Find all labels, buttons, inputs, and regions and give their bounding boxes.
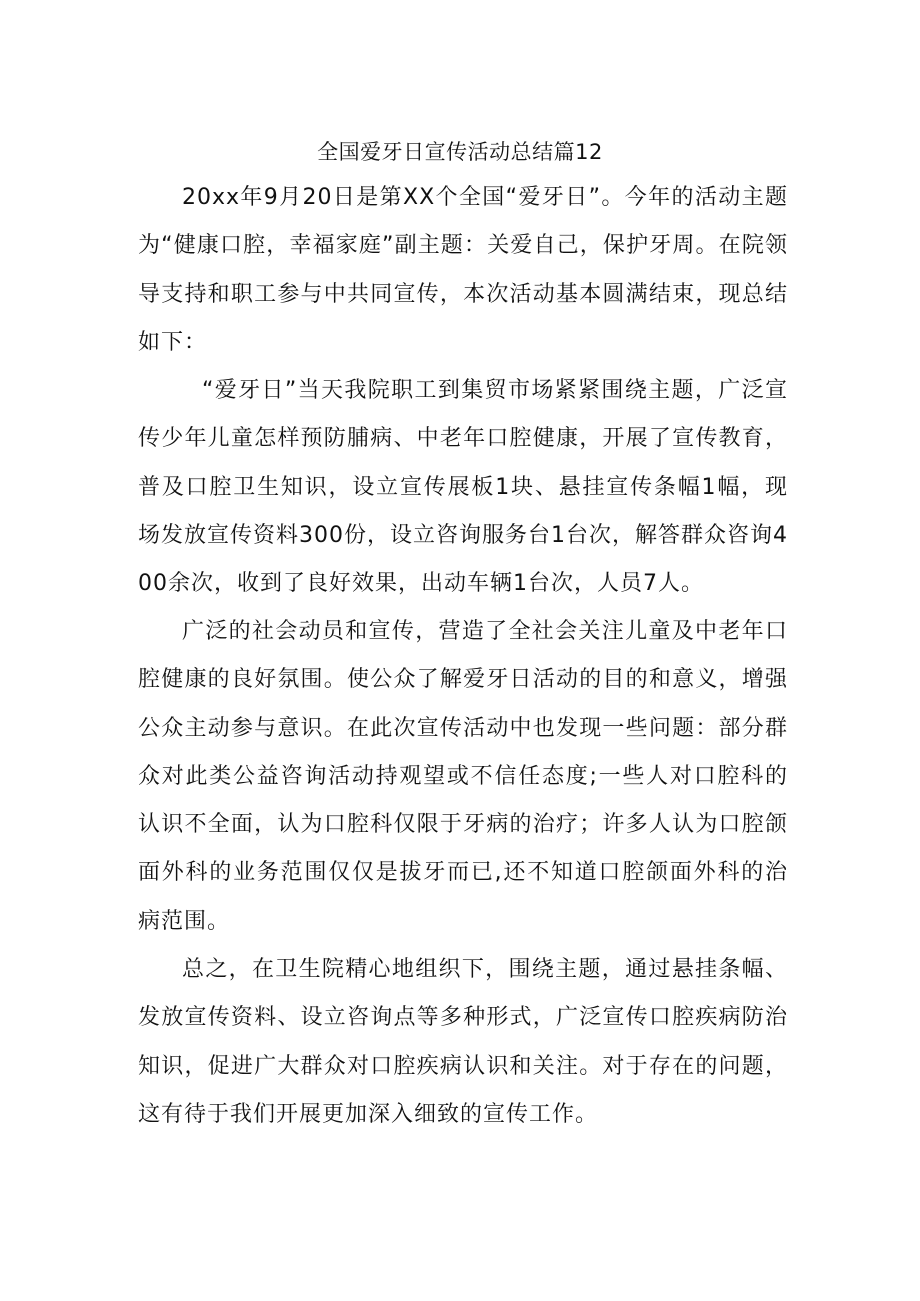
paragraph-intro: 20xx年9月20日是第XX个全国“爱牙日”。今年的活动主题为“健康口腔，幸福家庭”副主题：关爱自己，保护牙周。在院领导支持和职工参与中共同宣传，本次活动基本圆满结束，现总结如下： — [138, 185, 788, 355]
document-title: 全国爱牙日宣传活动总结篇12 — [317, 140, 603, 164]
paragraph-conclusion: 总之，在卫生院精心地组织下，围绕主题，通过悬挂条幅、发放宣传资料、设立咨询点等多种形式，广泛宣传口腔疾病防治知识，促进广大群众对口腔疾病认识和关注。对于存在的问题，这有待于我们开展更加深入细致的宣传工作。 — [138, 957, 788, 1127]
paragraph-findings: 广泛的社会动员和宣传，营造了全社会关注儿童及中老年口腔健康的良好氛围。使公众了解爱牙日活动的目的和意义，增强公众主动参与意识。在此次宣传活动中也发现一些问题：部分群众对此类公益咨询活动持观望或不信任态度;一些人对口腔科的认识不全面，认为口腔科仅限于牙病的治疗；许多人认为口腔颌面外科的业务范围仅仅是拔牙而已,还不知道口腔颌面外科的治病范围。 — [138, 619, 788, 934]
paragraph-activity: “爱牙日”当天我院职工到集贸市场紧紧围绕主题，广泛宣传少年儿童怎样预防脯病、中老年口腔健康，开展了宣传教育，普及口腔卫生知识，设立宣传展板1块、悬挂宣传条幅1幅，现场发放宣传资料300份，设立咨询服务台1台次，解答群众咨询400余次，收到了良好效果，出动车辆1台次，人员7人。 — [138, 378, 788, 597]
